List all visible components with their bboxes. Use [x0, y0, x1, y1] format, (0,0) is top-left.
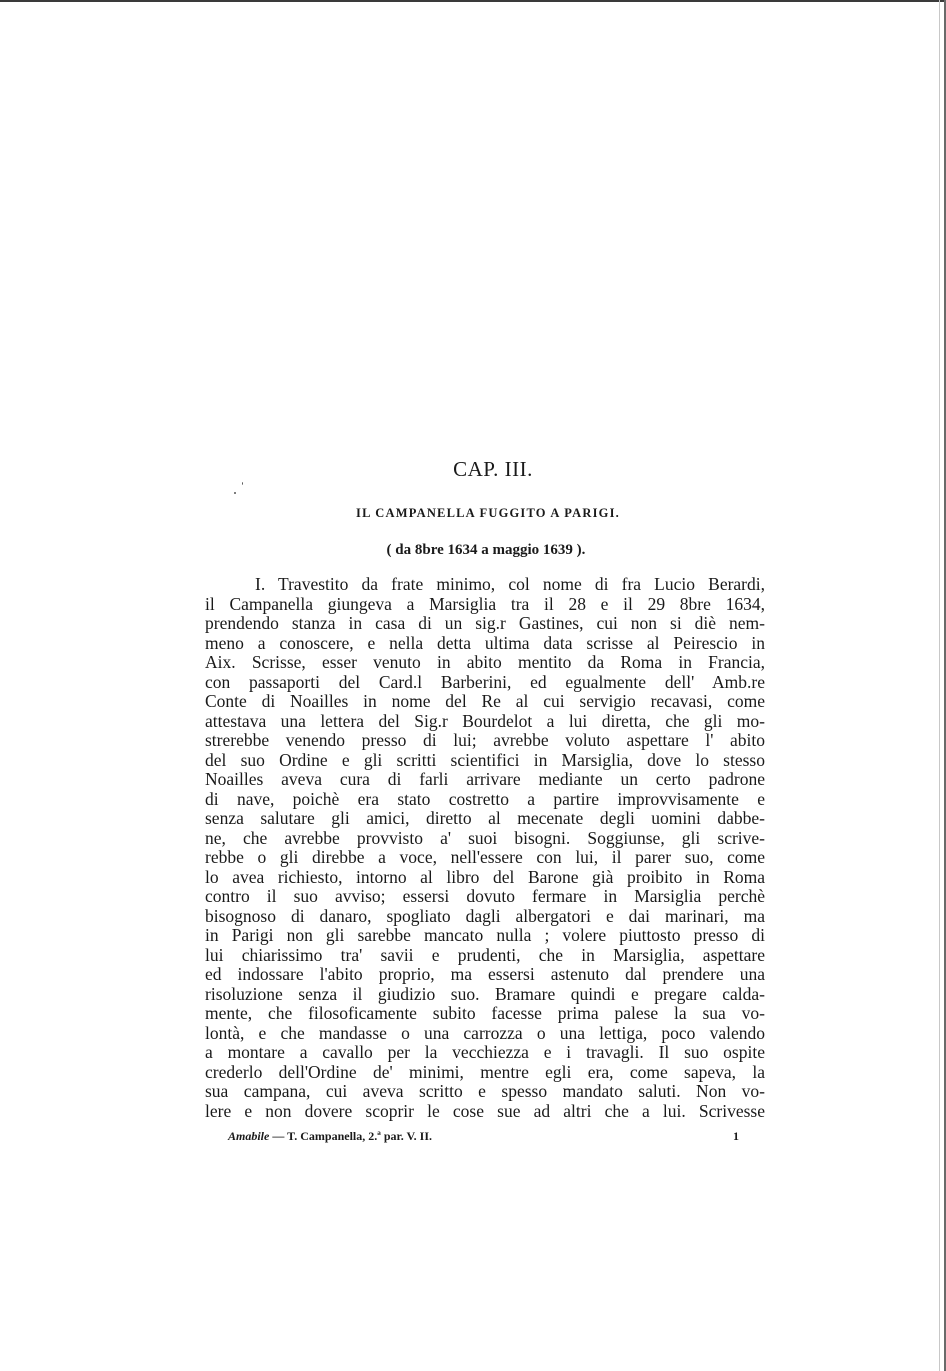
footer-author: Amabile — [228, 1129, 270, 1143]
body-line: lere e non dovere scoprir le cose sue ad altri che a lui. Scrivesse — [205, 1100, 765, 1121]
body-line: in Parigi non gli sarebbe mancato nulla ; volere piuttosto presso di — [205, 925, 765, 945]
body-line: sua campana, cui aveva scritto e spesso mandato saluti. Non vo- — [205, 1081, 765, 1101]
footer-signature — [228, 1128, 432, 1144]
body-line: ne, che avrebbe provvisto a' suoi bisogni. Soggiunse, gli scrive- — [205, 827, 765, 848]
page-top-edge — [0, 0, 946, 2]
body-line: con passaporti del Card.l Barberini, ed egualmente dell' Amb.re — [205, 671, 765, 692]
footer-dash: — — [269, 1129, 288, 1143]
body-line: senza salutare gli amici, diretto al mecenate degli uomini dabbe- — [205, 808, 765, 828]
body-line: risoluzione senza il giudizio suo. Bramare quindi e pregare calda- — [205, 983, 765, 1004]
body-line: Conte di Noailles in nome del Re al cui servigio recavasi, come — [205, 691, 765, 711]
signature-number: 1 — [733, 1129, 739, 1143]
body-line: lo avea richiesto, intorno al libro del Barone già proibito in Roma — [205, 866, 765, 887]
ink-speck — [234, 492, 236, 494]
body-line: I. Travestito da frate minimo, col nome di fra Lucio Berardi, — [255, 574, 765, 594]
body-line: Aix. Scrisse, esser venuto in abito mentito da Roma in Francia, — [205, 652, 765, 672]
footer-citation: T. Campanella, 2.ª par. V. II. — [287, 1129, 432, 1143]
body-text — [205, 575, 765, 1121]
body-line: rebbe o gli direbbe a voce, nell'essere con lui, il parer suo, come — [205, 847, 765, 867]
body-line: ed indossare l'abito proprio, ma essersi astenuto dal prendere una — [205, 964, 765, 984]
body-line: prendendo stanza in casa di un sig.r Gastines, cui non si diè nem- — [205, 613, 765, 633]
body-line: mente, che filosoficamente subito facesse prima palese la sua vo- — [205, 1003, 765, 1023]
body-line: contro il suo avviso; essersi dovuto fermare in Marsiglia perchè — [205, 886, 765, 906]
page-right-edge-shadow — [939, 0, 940, 1371]
body-line: lontà, e che mandasse o una carrozza o una lettiga, poco valendo — [205, 1022, 765, 1043]
body-line: meno a conoscere, e nella detta ultima data scrisse al Peirescio in — [205, 632, 765, 653]
body-line: attestava una lettera del Sig.r Bourdelot a lui diretta, che gli mo- — [205, 710, 765, 731]
body-line: crederlo dell'Ordine de' minimi, mentre egli era, come sapeva, la — [205, 1061, 765, 1082]
body-line: il Campanella giungeva a Marsiglia tra il 28 e il 29 8bre 1634, — [205, 593, 765, 614]
body-line: a montare a cavallo per la vecchiezza e i travagli. Il suo ospite — [205, 1042, 765, 1062]
body-line: Noailles aveva cura di farli arrivare mediante un certo padrone — [205, 769, 765, 789]
chapter-heading: CAP. III. — [453, 457, 533, 481]
chapter-dates: ( da 8bre 1634 a maggio 1639 ). — [386, 542, 586, 558]
body-line: del suo Ordine e gli scritti scientifici in Marsiglia, dove lo stesso — [205, 749, 765, 770]
ink-speck — [242, 482, 243, 485]
body-line: strerebbe venendo presso di lui; avrebbe voluto aspettare l' abito — [205, 730, 765, 750]
body-line: bisognoso di danaro, spogliato dagli albergatori e dai marinari, ma — [205, 905, 765, 926]
chapter-title: IL CAMPANELLA FUGGITO A PARIGI. — [356, 506, 620, 520]
body-line: lui chiarissimo tra' savii e prudenti, che in Marsiglia, aspettare — [205, 944, 765, 965]
body-line: di nave, poichè era stato costretto a partire improvvisamente e — [205, 788, 765, 809]
